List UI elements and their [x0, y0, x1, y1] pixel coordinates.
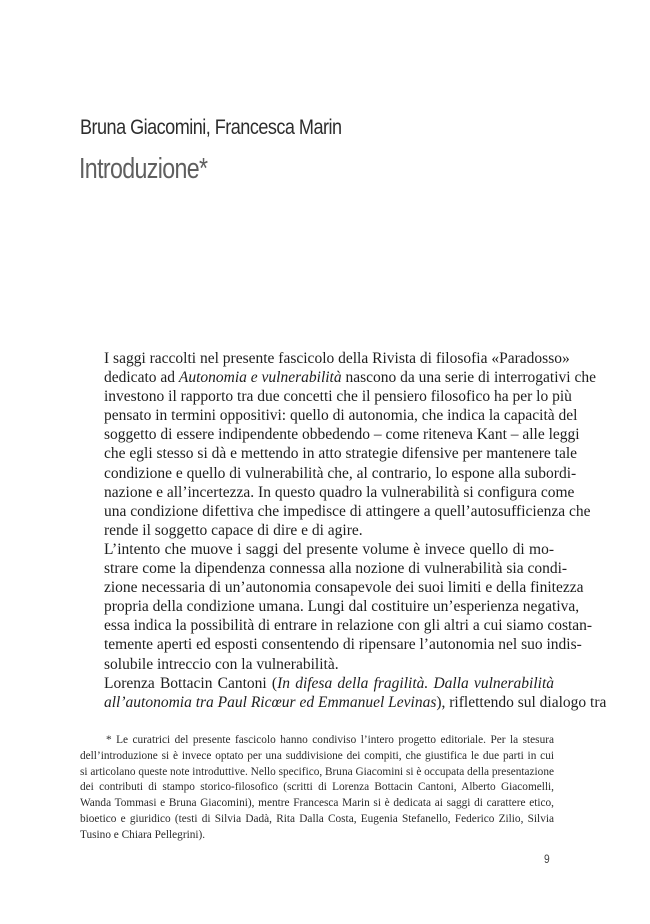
paragraph — [80, 674, 607, 712]
footnote — [80, 733, 554, 844]
footnote-line: dei contributi di stampo storico-filosofico (scritti di Lorenza Bottacin Cantoni, Alberto Giacomelli, — [80, 781, 554, 794]
text-line: essa indica la possibilità di entrare in relazione con gli altri a cui siamo costan- — [104, 617, 593, 635]
body-text — [80, 349, 607, 712]
text-line: che egli stesso si dà e mettendo in atto strategie difensive per mantenere tale — [104, 445, 578, 463]
text-line: solubile intreccio con la vulnerabilità. — [104, 655, 339, 673]
text-line: rende il soggetto capace di dire e di agire. — [104, 521, 363, 539]
text-line: strare come la dipendenza connessa alla nozione di vulnerabilità sia condi- — [104, 560, 568, 578]
text-line: propria della condizione umana. Lungi dal costituire un’esperienza negativa, — [104, 598, 580, 616]
text-line: I saggi raccolti nel presente fascicolo della Rivista di filosofia «Paradosso» — [104, 350, 570, 367]
text-line: condizione e quello di vulnerabilità che, al contrario, lo espone alla subordi- — [104, 464, 577, 482]
footnote-line: dell’introduzione si è invece optato per una suddivisione dei compiti, che giustifica le due parti in cui — [80, 749, 554, 762]
text-line: nazione e all’incertezza. In questo quadro la vulnerabilità si configura come — [104, 483, 575, 501]
footnote-line: Tusino e Chiara Pellegrini). — [80, 828, 206, 841]
footnote-line: si articolano queste note introduttive. Nello specifico, Bruna Giacomini si è occupata della presentazione — [80, 765, 554, 778]
text-line: all’autonomia tra Paul Ricœur ed Emmanuel Levinas), riflettendo sul dialogo tra — [104, 693, 607, 711]
page-number: 9 — [544, 852, 550, 866]
text-line: pensato in termini oppositivi: quello di autonomia, che indica la capacità del — [104, 407, 578, 425]
chapter-authors: Bruna Giacomini, Francesca Marin — [80, 116, 342, 139]
text-line: dedicato ad Autonomia e vulnerabilità nascono da una serie di interrogativi che — [104, 369, 596, 387]
footnote-line: bioetico e giuridico (testi di Silvia Dadà, Rita Dalla Costa, Eugenia Stefanello, Federico Zilio, Silvia — [80, 812, 554, 825]
footnote-line: Wanda Tommasi e Bruna Giacomini), mentre Francesca Marin si è dedicata ai saggi di carattere etico, — [80, 797, 554, 810]
paragraph — [80, 349, 596, 540]
text-line: una condizione difettiva che impedisce di attingere a quell’autosufficienza che — [104, 502, 591, 520]
chapter-title: Introduzione* — [79, 153, 208, 185]
paragraph — [80, 540, 593, 674]
text-line: Lorenza Bottacin Cantoni (In difesa della fragilità. Dalla vulnerabilità — [104, 674, 555, 692]
footnote-line: * Le curatrici del presente fascicolo hanno condiviso l’intero progetto editoriale. Per la stesura — [106, 734, 554, 746]
text-line: zione necessaria di un’autonomia consapevole dei suoi limiti e della finitezza — [104, 579, 584, 597]
text-line: soggetto di essere indipendente obbedendo – come riteneva Kant – alle leggi — [104, 426, 580, 444]
text-line: investono il rapporto tra due concetti che il pensiero filosofico ha per lo più — [104, 388, 572, 406]
text-line: temente aperti ed esposti consentendo di ripensare l’autonomia nel suo indis- — [104, 636, 582, 654]
text-line: L’intento che muove i saggi del presente volume è invece quello di mo- — [104, 540, 554, 558]
